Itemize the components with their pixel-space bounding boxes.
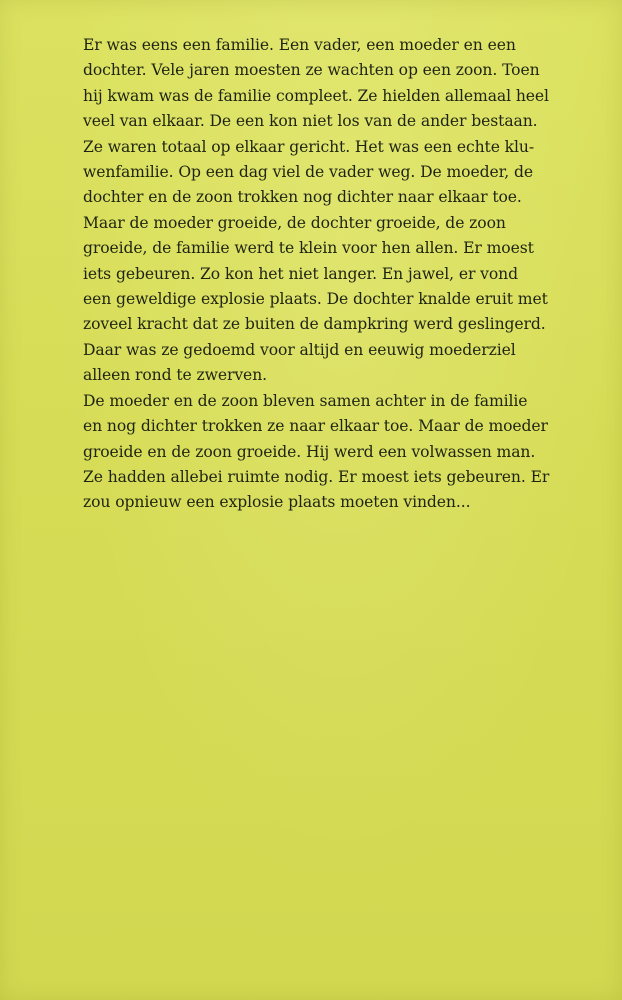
blurb-line: zou opnieuw een explosie plaats moeten vinden... bbox=[83, 493, 471, 512]
blurb-line: Ze waren totaal op elkaar gericht. Het was een echte klu- bbox=[83, 137, 535, 156]
blurb-line: veel van elkaar. De een kon niet los van de ander bestaan. bbox=[83, 112, 538, 131]
blurb-line: Daar was ze gedoemd voor altijd en eeuwig moederziel bbox=[83, 340, 516, 359]
blurb-line: iets gebeuren. Zo kon het niet langer. En jawel, er vond bbox=[83, 264, 518, 283]
blurb-line: en nog dichter trokken ze naar elkaar toe. Maar de moeder bbox=[83, 417, 548, 436]
blurb-line: hij kwam was de familie compleet. Ze hielden allemaal heel bbox=[83, 86, 549, 105]
blurb-line: Er was eens een familie. Een vader, een moeder en een bbox=[83, 36, 516, 54]
blurb-line: dochter. Vele jaren moesten ze wachten op een zoon. Toen bbox=[83, 61, 540, 80]
blurb-line: alleen rond te zwerven. bbox=[83, 366, 267, 385]
blurb-line: een geweldige explosie plaats. De dochter knalde eruit met bbox=[83, 290, 548, 309]
blurb-line: De moeder en de zoon bleven samen achter in de familie bbox=[83, 391, 528, 410]
blurb-line: Ze hadden allebei ruimte nodig. Er moest iets gebeuren. Er bbox=[83, 467, 550, 486]
blurb-line: wenfamilie. Op een dag viel de vader weg. De moeder, de bbox=[83, 163, 533, 182]
blurb-line: Maar de moeder groeide, de dochter groeide, de zoon bbox=[83, 213, 506, 232]
blurb-line: dochter en de zoon trokken nog dichter naar elkaar toe. bbox=[83, 188, 522, 207]
blurb-text bbox=[83, 33, 563, 516]
blurb-line: groeide en de zoon groeide. Hij werd een volwassen man. bbox=[83, 442, 536, 461]
blurb-line: zoveel kracht dat ze buiten de dampkring werd geslingerd. bbox=[83, 315, 546, 334]
blurb-line: groeide, de familie werd te klein voor hen allen. Er moest bbox=[83, 239, 534, 258]
